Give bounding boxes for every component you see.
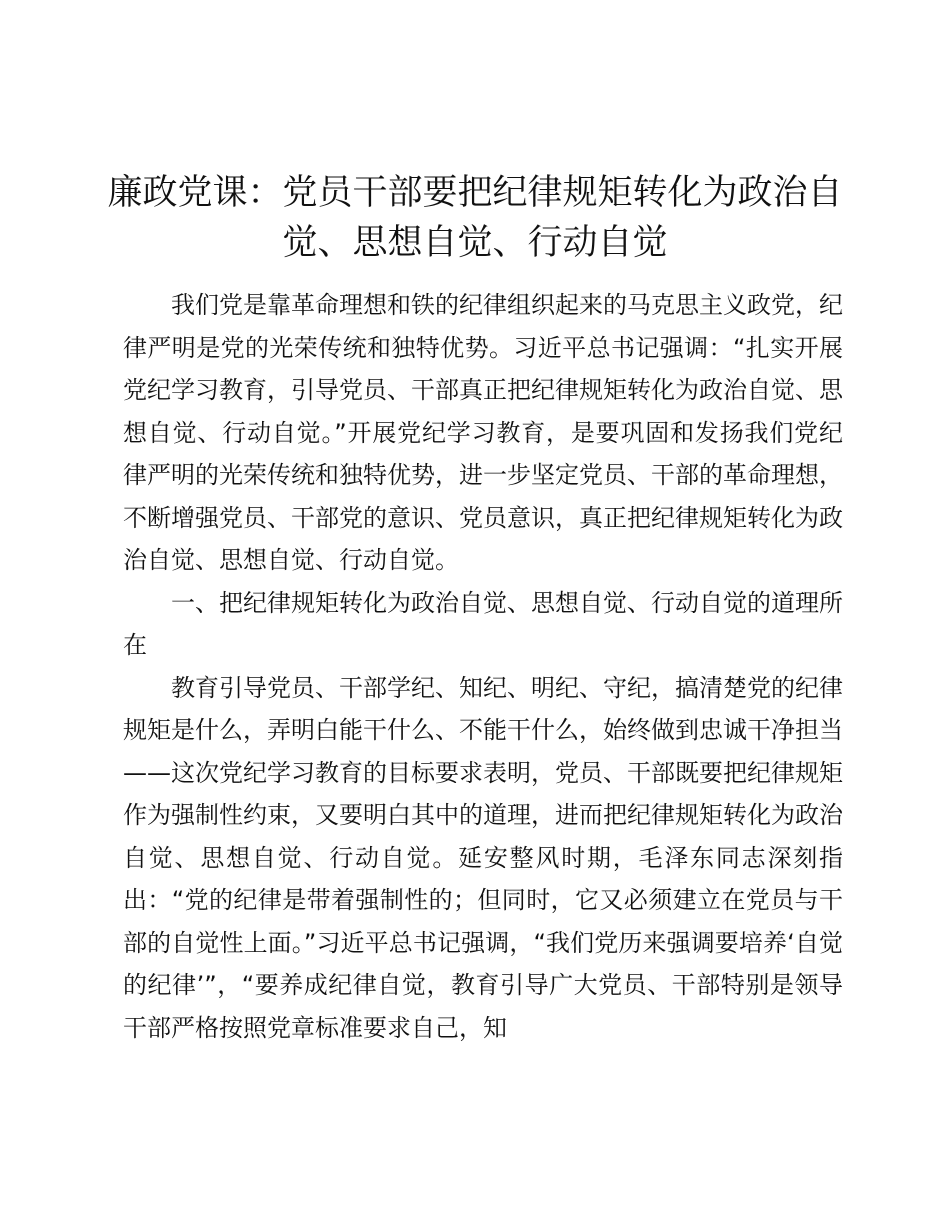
section-heading-1: 一、把纪律规矩转化为政治自觉、思想自觉、行动自觉的道理所在 [123,588,843,659]
paragraph-section-1: 教育引导党员、干部学纪、知纪、明纪、守纪，搞清楚党的纪律规矩是什么，弄明白能干什么、不能干什么，始终做到忠诚干净担当——这次党纪学习教育的目标要求表明，党员、干部既要把纪律规矩作为强制性约束，又要明白其中的道理，进而把纪律规矩转化为政治自觉、思想自觉、行动自觉。延安整风时期，毛泽东同志深刻指出：“党的纪律是带着强制性的；但同时，它又必须建立在党员与干部的自觉性上面。”习近平总书记强调，“我们党历来强调要培养‘自觉的纪律’”，“要养成纪律自觉，教育引导广大党员、干部特别是领导干部严格按照党章标准要求自己，知 [123,673,843,1042]
paragraph-intro: 我们党是靠革命理想和铁的纪律组织起来的马克思主义政党，纪律严明是党的光荣传统和独特优势。习近平总书记强调：“扎实开展党纪学习教育，引导党员、干部真正把纪律规矩转化为政治自觉、思想自觉、行动自觉。”开展党纪学习教育，是要巩固和发扬我们党纪律严明的光荣传统和独特优势，进一步坚定党员、干部的革命理想，不断增强党员、干部党的意识、党员意识，真正把纪律规矩转化为政治自觉、思想自觉、行动自觉。 [123,291,843,574]
document-body [123,284,843,1049]
document-title: 廉政党课：党员干部要把纪律规矩转化为政治自觉、思想自觉、行动自觉 [107,173,843,263]
